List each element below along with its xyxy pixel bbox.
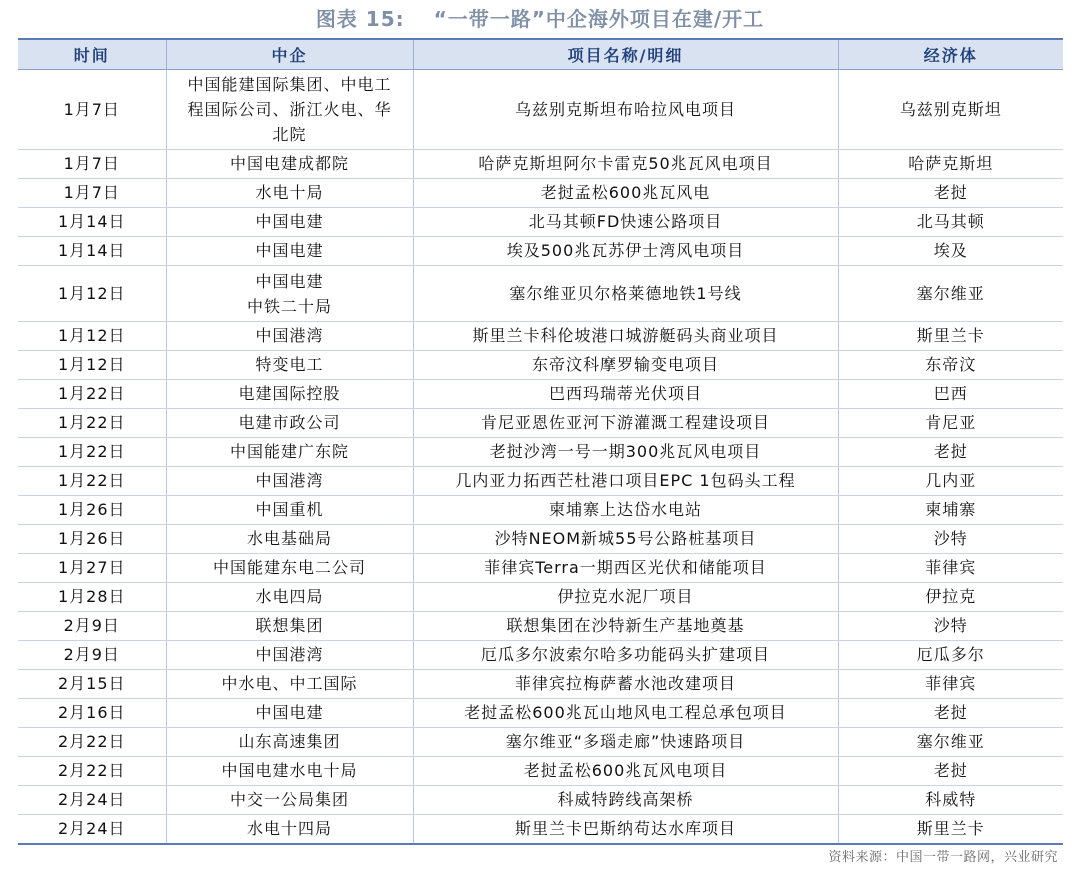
table-row [18, 641, 1063, 670]
cell-economy: 塞尔维亚 [838, 728, 1063, 757]
cell-company: 中国电建 [166, 237, 413, 266]
cell-date: 1月22日 [18, 467, 166, 496]
projects-table [18, 38, 1063, 845]
cell-project: 老挝孟松600兆瓦风电项目 [413, 757, 838, 786]
cell-company: 中交一公局集团 [166, 786, 413, 815]
cell-date: 1月12日 [18, 351, 166, 380]
cell-economy: 哈萨克斯坦 [838, 150, 1063, 179]
table-row [18, 496, 1063, 525]
cell-date: 1月26日 [18, 525, 166, 554]
cell-company: 中国电建 中铁二十局 [166, 266, 413, 322]
cell-economy: 老挝 [838, 179, 1063, 208]
table-row [18, 409, 1063, 438]
table-body [18, 70, 1063, 845]
header-project: 项目名称/明细 [413, 39, 838, 70]
cell-date: 1月7日 [18, 70, 166, 150]
cell-economy: 老挝 [838, 699, 1063, 728]
table-row [18, 237, 1063, 266]
cell-project: 老挝孟松600兆瓦山地风电工程总承包项目 [413, 699, 838, 728]
table-row [18, 554, 1063, 583]
header-economy: 经济体 [838, 39, 1063, 70]
table-row [18, 322, 1063, 351]
header-date: 时间 [18, 39, 166, 70]
table-row [18, 179, 1063, 208]
table-row [18, 525, 1063, 554]
cell-economy: 老挝 [838, 438, 1063, 467]
cell-company: 电建市政公司 [166, 409, 413, 438]
cell-date: 2月24日 [18, 786, 166, 815]
header-company: 中企 [166, 39, 413, 70]
cell-company: 联想集团 [166, 612, 413, 641]
cell-economy: 菲律宾 [838, 670, 1063, 699]
cell-project: 联想集团在沙特新生产基地奠基 [413, 612, 838, 641]
cell-economy: 乌兹别克斯坦 [838, 70, 1063, 150]
cell-company: 山东高速集团 [166, 728, 413, 757]
cell-date: 1月22日 [18, 380, 166, 409]
cell-date: 1月7日 [18, 150, 166, 179]
cell-date: 1月27日 [18, 554, 166, 583]
cell-date: 1月22日 [18, 409, 166, 438]
cell-project: 塞尔维亚“多瑙走廊”快速路项目 [413, 728, 838, 757]
cell-economy: 斯里兰卡 [838, 322, 1063, 351]
cell-project: 哈萨克斯坦阿尔卡雷克50兆瓦风电项目 [413, 150, 838, 179]
cell-economy: 沙特 [838, 525, 1063, 554]
table-row [18, 380, 1063, 409]
table-row [18, 208, 1063, 237]
cell-economy: 厄瓜多尔 [838, 641, 1063, 670]
cell-economy: 老挝 [838, 757, 1063, 786]
cell-date: 2月24日 [18, 815, 166, 845]
cell-company: 中国能建国际集团、中电工程国际公司、浙江火电、华北院 [166, 70, 413, 150]
cell-economy: 斯里兰卡 [838, 815, 1063, 845]
cell-project: 东帝汶科摩罗输变电项目 [413, 351, 838, 380]
table-header [18, 39, 1063, 70]
cell-company: 中国电建 [166, 208, 413, 237]
table-row [18, 815, 1063, 845]
projects-table-container [18, 38, 1063, 845]
figure-title: 图表 15: “一带一路”中企海外项目在建/开工 [315, 7, 765, 31]
cell-date: 1月7日 [18, 179, 166, 208]
cell-project: 沙特NEOM新城55号公路桩基项目 [413, 525, 838, 554]
cell-company: 中国能建东电二公司 [166, 554, 413, 583]
cell-date: 2月9日 [18, 641, 166, 670]
table-row [18, 699, 1063, 728]
cell-company: 中国电建成都院 [166, 150, 413, 179]
cell-company: 水电基础局 [166, 525, 413, 554]
cell-company: 中国电建 [166, 699, 413, 728]
cell-company: 水电十四局 [166, 815, 413, 845]
table-row [18, 670, 1063, 699]
cell-project: 老挝孟松600兆瓦风电 [413, 179, 838, 208]
cell-date: 1月26日 [18, 496, 166, 525]
cell-economy: 几内亚 [838, 467, 1063, 496]
cell-date: 1月12日 [18, 322, 166, 351]
cell-company: 中国能建广东院 [166, 438, 413, 467]
cell-economy: 埃及 [838, 237, 1063, 266]
cell-date: 2月9日 [18, 612, 166, 641]
source-note: 资料来源：中国一带一路网，兴业研究 [828, 850, 1058, 865]
cell-company: 水电四局 [166, 583, 413, 612]
cell-company: 电建国际控股 [166, 380, 413, 409]
cell-date: 1月22日 [18, 438, 166, 467]
cell-date: 1月14日 [18, 237, 166, 266]
cell-project: 斯里兰卡巴斯纳苟达水库项目 [413, 815, 838, 845]
cell-economy: 伊拉克 [838, 583, 1063, 612]
cell-date: 2月15日 [18, 670, 166, 699]
cell-date: 1月14日 [18, 208, 166, 237]
cell-project: 伊拉克水泥厂项目 [413, 583, 838, 612]
cell-project: 几内亚力拓西芒杜港口项目EPC 1包码头工程 [413, 467, 838, 496]
cell-company: 中国港湾 [166, 467, 413, 496]
cell-date: 1月12日 [18, 266, 166, 322]
cell-project: 厄瓜多尔波索尔哈多功能码头扩建项目 [413, 641, 838, 670]
table-row [18, 438, 1063, 467]
table-row [18, 351, 1063, 380]
cell-project: 柬埔寨上达岱水电站 [413, 496, 838, 525]
cell-project: 埃及500兆瓦苏伊士湾风电项目 [413, 237, 838, 266]
table-row [18, 467, 1063, 496]
cell-project: 菲律宾拉梅萨蓄水池改建项目 [413, 670, 838, 699]
cell-project: 巴西玛瑞蒂光伏项目 [413, 380, 838, 409]
cell-project: 老挝沙湾一号一期300兆瓦风电项目 [413, 438, 838, 467]
cell-company: 特变电工 [166, 351, 413, 380]
header-row [18, 39, 1063, 70]
cell-company: 中国重机 [166, 496, 413, 525]
cell-date: 1月28日 [18, 583, 166, 612]
cell-project: 乌兹别克斯坦布哈拉风电项目 [413, 70, 838, 150]
cell-economy: 东帝汶 [838, 351, 1063, 380]
cell-project: 斯里兰卡科伦坡港口城游艇码头商业项目 [413, 322, 838, 351]
cell-company: 中国电建水电十局 [166, 757, 413, 786]
table-row [18, 757, 1063, 786]
table-row [18, 728, 1063, 757]
table-row [18, 70, 1063, 150]
cell-company: 中国港湾 [166, 322, 413, 351]
cell-project: 北马其顿FD快速公路项目 [413, 208, 838, 237]
cell-economy: 塞尔维亚 [838, 266, 1063, 322]
table-row [18, 150, 1063, 179]
table-row [18, 583, 1063, 612]
cell-project: 菲律宾Terra一期西区光伏和储能项目 [413, 554, 838, 583]
cell-economy: 科威特 [838, 786, 1063, 815]
cell-company: 中水电、中工国际 [166, 670, 413, 699]
cell-company: 中国港湾 [166, 641, 413, 670]
cell-economy: 沙特 [838, 612, 1063, 641]
table-row [18, 786, 1063, 815]
cell-project: 塞尔维亚贝尔格莱德地铁1号线 [413, 266, 838, 322]
cell-project: 肯尼亚恩佐亚河下游灌溉工程建设项目 [413, 409, 838, 438]
cell-date: 2月16日 [18, 699, 166, 728]
table-row [18, 612, 1063, 641]
cell-economy: 巴西 [838, 380, 1063, 409]
cell-economy: 北马其顿 [838, 208, 1063, 237]
cell-date: 2月22日 [18, 757, 166, 786]
table-row [18, 266, 1063, 322]
cell-economy: 菲律宾 [838, 554, 1063, 583]
cell-economy: 肯尼亚 [838, 409, 1063, 438]
cell-project: 科威特跨线高架桥 [413, 786, 838, 815]
cell-date: 2月22日 [18, 728, 166, 757]
cell-company: 水电十局 [166, 179, 413, 208]
cell-economy: 柬埔寨 [838, 496, 1063, 525]
